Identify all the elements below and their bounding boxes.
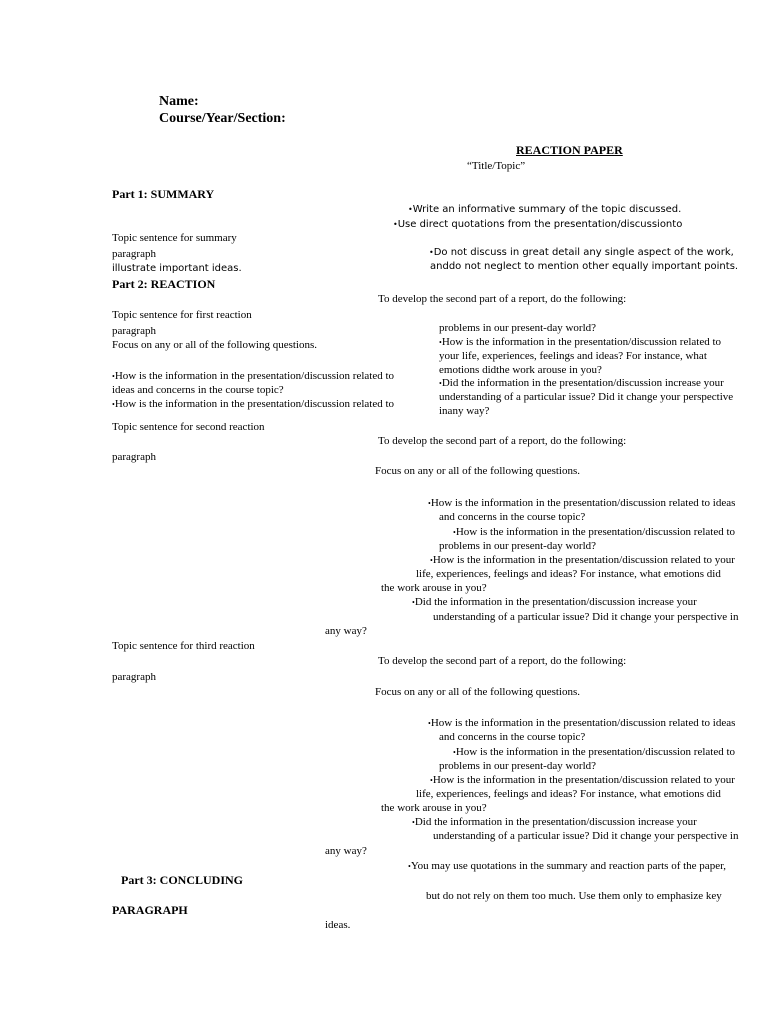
r1-left-q2-line1: •How is the information in the presentation/discussion related to — [112, 398, 395, 410]
r2-paragraph-label: paragraph — [112, 451, 156, 463]
r3-develop: To develop the second part of a report, do the following: — [378, 655, 627, 667]
r3-q2-line2: problems in our present-day world? — [439, 760, 597, 772]
r2-q2-line1: •How is the information in the presentation/discussion related to — [453, 526, 736, 538]
paper-title: REACTION PAPER — [516, 143, 623, 157]
r1-right-line6: understanding of a particular issue? Did it change your perspective — [439, 391, 734, 403]
r1-right-line5: •Did the information in the presentation/discussion increase your — [439, 377, 724, 389]
r2-q3-line3: the work arouse in you? — [381, 582, 487, 594]
r2-develop: To develop the second part of a report, do the following: — [378, 435, 627, 447]
r2-q1-line1: •How is the information in the presentation/discussion related to ideas — [428, 497, 736, 509]
part1-paragraph-label: paragraph — [112, 248, 156, 260]
r3-q4-line3: any way? — [325, 845, 367, 857]
r3-q2-line1: •How is the information in the presentation/discussion related to — [453, 746, 736, 758]
bullet-icon: • — [408, 205, 413, 214]
r2-q1-line2: and concerns in the course topic? — [439, 511, 586, 523]
part1-heading: Part 1: SUMMARY — [112, 187, 215, 201]
r1-right-line4: emotions didthe work arouse in you? — [439, 364, 602, 376]
name-label: Name: — [159, 94, 199, 109]
part1-illustrate: illustrate important ideas. — [112, 263, 242, 274]
part1-bullet2: •Use direct quotations from the presentation/discussionto — [393, 219, 683, 230]
r3-q1-line2: and concerns in the course topic? — [439, 731, 586, 743]
part1-topic-label: Topic sentence for summary — [112, 232, 237, 244]
paper-subtitle: “Title/Topic” — [467, 160, 526, 172]
r2-q3-line2: life, experiences, feelings and ideas? For instance, what emotions did — [416, 568, 721, 580]
course-label: Course/Year/Section: — [159, 111, 286, 126]
r2-q3-line1: •How is the information in the presentation/discussion related to your — [430, 554, 735, 566]
r2-q4-line3: any way? — [325, 625, 367, 637]
bullet-icon: • — [408, 862, 411, 871]
bullet-icon: • — [393, 220, 398, 229]
r3-q3-line3: the work arouse in you? — [381, 802, 487, 814]
r3-q3-line2: life, experiences, feelings and ideas? For instance, what emotions did — [416, 788, 721, 800]
bullet-icon: • — [112, 400, 115, 409]
r2-q2-line2: problems in our present-day world? — [439, 540, 597, 552]
part1-bullet1: •Write an informative summary of the topic discussed. — [408, 204, 682, 215]
bullet-icon: • — [429, 248, 434, 257]
r1-right-line7: inany way? — [439, 405, 490, 417]
r3-q4-line2: understanding of a particular issue? Did it change your perspective in — [433, 830, 739, 842]
bullet-icon: • — [412, 818, 415, 827]
part3-heading: Part 3: CONCLUDING — [121, 873, 243, 887]
bullet-icon: • — [453, 748, 456, 757]
r3-paragraph-label: paragraph — [112, 671, 156, 683]
r1-topic-label: Topic sentence for first reaction — [112, 309, 252, 321]
bullet-icon: • — [428, 719, 431, 728]
bullet-icon: • — [430, 556, 433, 565]
part1-bullet3-line1: •Do not discuss in great detail any single aspect of the work, — [429, 247, 734, 258]
r3-q4-line1: •Did the information in the presentation/discussion increase your — [412, 816, 697, 828]
r1-right-line2: •How is the information in the presentation/discussion related to — [439, 336, 722, 348]
bullet-icon: • — [112, 372, 115, 381]
part3-heading2: PARAGRAPH — [112, 903, 188, 917]
part3-bullet-line3: ideas. — [325, 919, 351, 931]
r1-left-q1-line1: •How is the information in the presentation/discussion related to — [112, 370, 395, 382]
part1-bullet3-line2: anddo not neglect to mention other equally important points. — [430, 261, 739, 272]
bullet-icon: • — [453, 528, 456, 537]
part3-bullet-line2: but do not rely on them too much. Use them only to emphasize key — [426, 890, 722, 902]
r1-paragraph-label: paragraph — [112, 325, 156, 337]
r1-right-line3: your life, experiences, feelings and ideas? For instance, what — [439, 350, 707, 362]
r1-develop: To develop the second part of a report, do the following: — [378, 293, 627, 305]
r1-left-q1-line2: ideas and concerns in the course topic? — [112, 384, 284, 396]
r2-topic-label: Topic sentence for second reaction — [112, 421, 265, 433]
r2-focus: Focus on any or all of the following questions. — [375, 465, 581, 477]
bullet-icon: • — [430, 776, 433, 785]
r1-focus: Focus on any or all of the following questions. — [112, 339, 318, 351]
r3-focus: Focus on any or all of the following questions. — [375, 686, 581, 698]
bullet-icon: • — [439, 379, 442, 388]
part3-bullet-line1: •You may use quotations in the summary and reaction parts of the paper, — [408, 860, 727, 872]
r1-right-line1: problems in our present-day world? — [439, 322, 597, 334]
bullet-icon: • — [412, 598, 415, 607]
r3-topic-label: Topic sentence for third reaction — [112, 640, 255, 652]
r3-q3-line1: •How is the information in the presentation/discussion related to your — [430, 774, 735, 786]
r2-q4-line1: •Did the information in the presentation/discussion increase your — [412, 596, 697, 608]
bullet-icon: • — [439, 338, 442, 347]
part2-heading: Part 2: REACTION — [112, 277, 216, 291]
r2-q4-line2: understanding of a particular issue? Did it change your perspective in — [433, 611, 739, 623]
r3-q1-line1: •How is the information in the presentation/discussion related to ideas — [428, 717, 736, 729]
bullet-icon: • — [428, 499, 431, 508]
